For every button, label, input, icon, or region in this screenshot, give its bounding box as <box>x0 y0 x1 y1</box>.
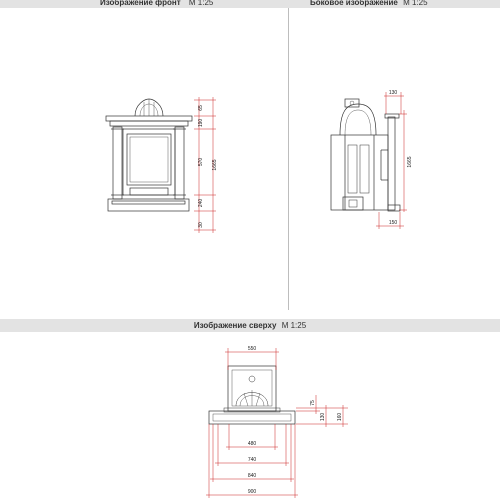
side-dim-150: 150 <box>388 220 398 226</box>
top-dim-740: 740 <box>247 457 257 463</box>
top-view-scale: M 1:25 <box>281 321 307 330</box>
side-view-drawing <box>331 99 400 211</box>
top-view-drawing <box>209 366 295 424</box>
top-dim-480: 480 <box>247 441 257 447</box>
top-dim-160: 160 <box>337 412 343 422</box>
front-view-title: Изображение фронт <box>100 0 181 7</box>
side-dim-130: 130 <box>388 90 398 96</box>
front-dim-190: 190 <box>198 118 204 128</box>
top-view-dimensions <box>206 346 348 498</box>
top-dim-130: 130 <box>320 412 326 422</box>
front-view-drawing <box>106 99 192 211</box>
top-view-title: Изображение сверху <box>193 321 277 330</box>
front-dim-1665: 1665 <box>212 159 218 171</box>
front-dim-65: 65 <box>198 105 204 111</box>
side-dim-1665: 1665 <box>407 156 413 168</box>
top-dim-900: 900 <box>247 489 257 495</box>
top-dim-550: 550 <box>247 346 257 352</box>
front-dim-240: 240 <box>198 198 204 208</box>
front-view-scale: M 1:25 <box>188 0 214 7</box>
front-view-dimensions <box>194 97 218 233</box>
top-dim-840: 840 <box>247 473 257 479</box>
side-view-dimensions <box>376 90 413 229</box>
front-dim-570: 570 <box>198 157 204 167</box>
top-dim-75: 75 <box>310 400 316 406</box>
side-view-scale: M 1:25 <box>403 0 428 7</box>
front-dim-30: 30 <box>198 222 204 228</box>
side-view-title: Боковое изображение <box>310 0 398 7</box>
